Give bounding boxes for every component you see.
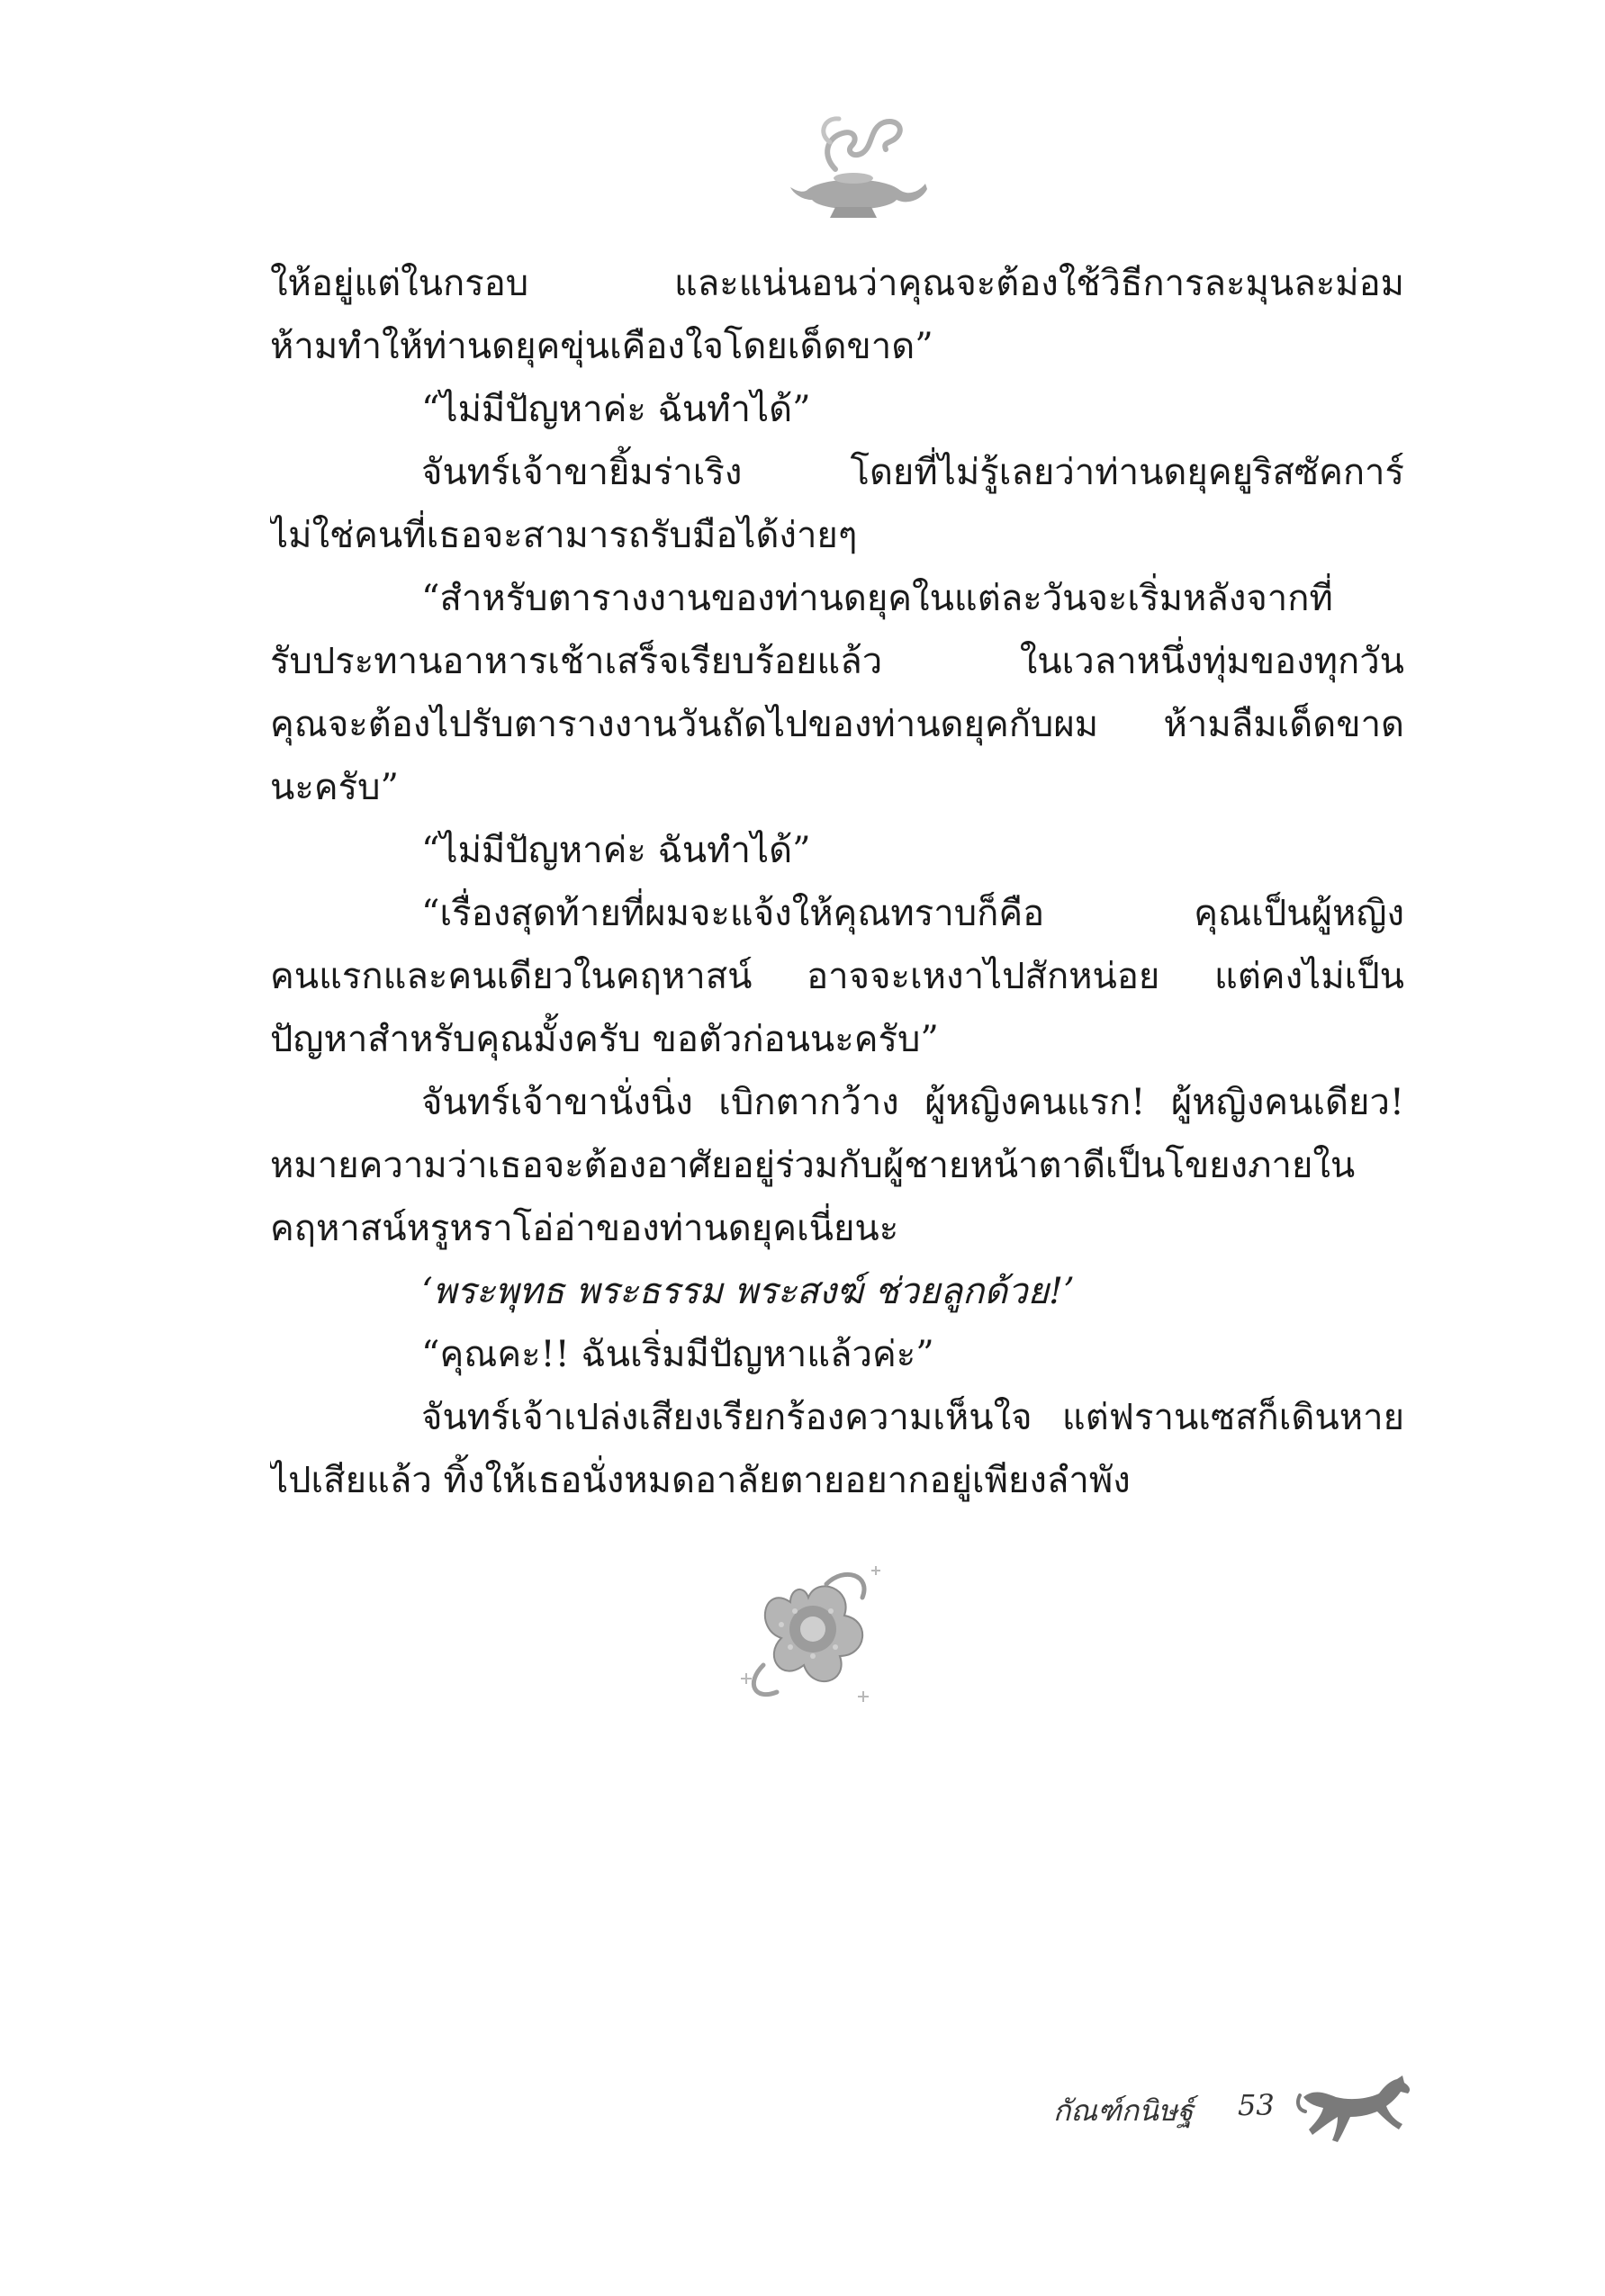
page-footer — [1053, 2070, 1413, 2160]
text-line: คุณจะต้องไปรับตารางงานวันถัดไปของท่านดยุคกับผม ห้ามลืมเด็ดขาด — [270, 704, 1404, 745]
text-line: ไม่ใช่คนที่เธอจะสามารถรับมือได้ง่ายๆ — [270, 515, 858, 556]
book-title: กัณฑ์กนิษฐ์ — [1053, 2093, 1194, 2128]
text-line: นะครับ” — [270, 767, 399, 808]
floral-ornament-icon — [727, 1548, 898, 1719]
genie-lamp-icon — [772, 106, 934, 232]
text-line: หมายความว่าเธอจะต้องอาศัยอยู่ร่วมกับผู้ชายหน้าตาดีเป็นโขยงภายใน — [270, 1145, 1356, 1186]
text-line: รับประทานอาหารเช้าเสร็จเรียบร้อยแล้ว ในเวลาหนึ่งทุ่มของทุกวัน — [270, 641, 1404, 682]
text-line: “ไม่มีปัญหาค่ะ ฉันทำได้” — [421, 389, 811, 430]
text-line: คฤหาสน์หรูหราโอ่อ่าของท่านดยุคเนี่ยนะ — [270, 1208, 899, 1249]
text-line: ‘พระพุทธ พระธรรม พระสงฆ์ ช่วยลูกด้วย!’ — [421, 1271, 1075, 1312]
text-line: คนแรกและคนเดียวในคฤหาสน์ อาจจะเหงาไปสักหน่อย แต่คงไม่เป็น — [270, 956, 1404, 997]
text-line: ไปเสียแล้ว ทิ้งให้เธอนั่งหมดอาลัยตายอยากอยู่เพียงลำพัง — [270, 1460, 1131, 1501]
text-line: “สำหรับตารางงานของท่านดยุคในแต่ละวันจะเริ่มหลังจากที่ — [421, 578, 1333, 619]
page-number: 53 — [1238, 2088, 1275, 2122]
text-line: ให้อยู่แต่ในกรอบ และแน่นอนว่าคุณจะต้องใช้วิธีการละมุนละม่อม — [270, 263, 1404, 304]
text-line: ปัญหาสำหรับคุณมั้งครับ ขอตัวก่อนนะครับ” — [270, 1019, 939, 1060]
horse-icon — [1296, 2070, 1413, 2151]
text-line: จันทร์เจ้าขายิ้มร่าเริง โดยที่ไม่รู้เลยว่าท่านดยุคยูริสซัคการ์ — [421, 452, 1404, 493]
text-line: จันทร์เจ้าเปล่งเสียงเรียกร้องความเห็นใจ แต่ฟรานเซสก็เดินหาย — [421, 1397, 1404, 1438]
text-line: “ไม่มีปัญหาค่ะ ฉันทำได้” — [421, 830, 811, 871]
text-line: ห้ามทำให้ท่านดยุคขุ่นเคืองใจโดยเด็ดขาด” — [270, 326, 933, 367]
body-text — [270, 252, 1404, 1512]
text-line: “คุณคะ!! ฉันเริ่มมีปัญหาแล้วค่ะ” — [421, 1334, 934, 1375]
text-line: “เรื่องสุดท้ายที่ผมจะแจ้งให้คุณทราบก็คือ คุณเป็นผู้หญิง — [421, 893, 1404, 934]
text-line: จันทร์เจ้าขานั่งนิ่ง เบิกตากว้าง ผู้หญิงคนแรก! ผู้หญิงคนเดียว! — [421, 1082, 1404, 1123]
